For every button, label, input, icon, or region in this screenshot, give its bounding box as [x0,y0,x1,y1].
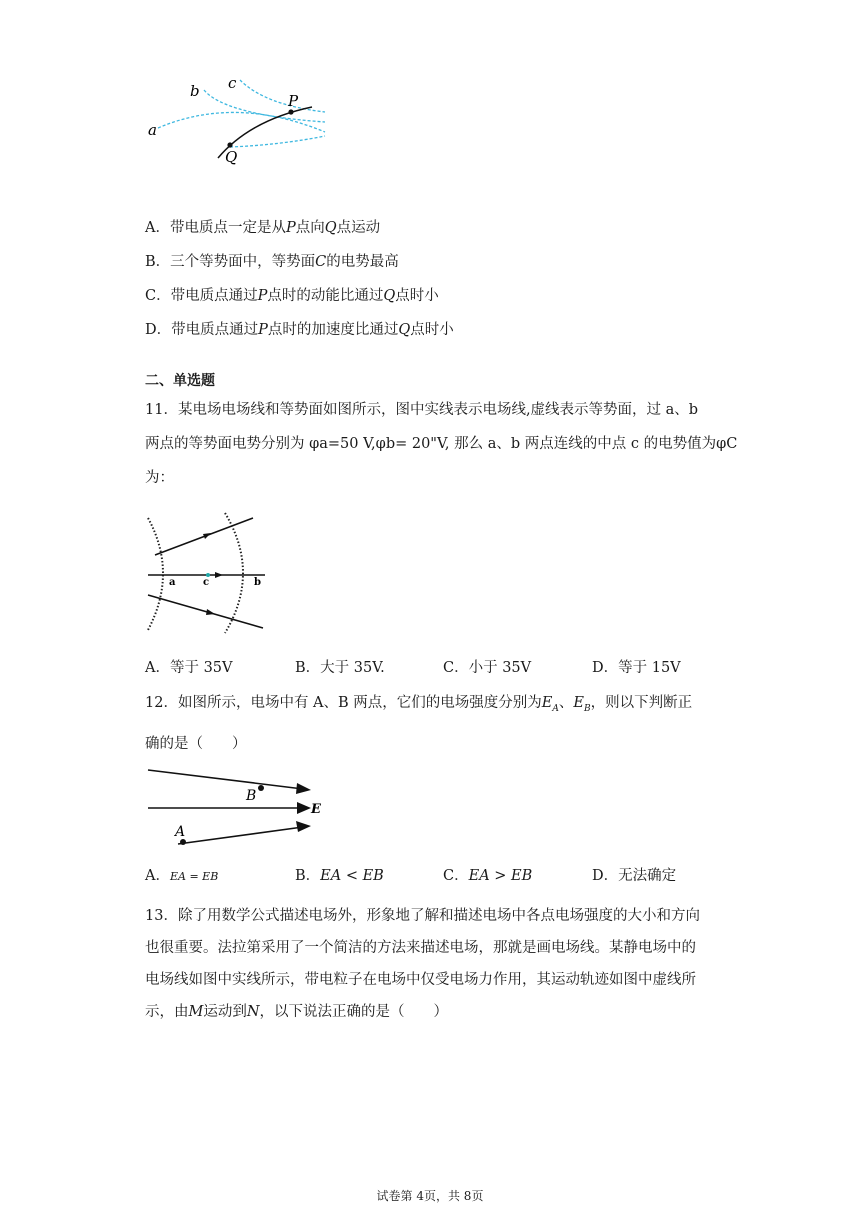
q12-option-a: A．EA = EB [145,868,219,884]
arrow-top [203,533,211,539]
figure-q10 [140,70,340,170]
q10-option-a: A．带电质点一定是从P点向Q点运动 [145,220,381,236]
label-a: a [148,121,157,139]
q13-line-2: 也很重要。法拉第采用了一个简洁的方法来描述电场，那就是画电场线。某静电场中的 [145,940,696,956]
arrow-top [296,783,311,794]
q13-line-1: 13．除了用数学公式描述电场外，形象地了解和描述电场中各点电场强度的大小和方向 [145,908,700,924]
equipotential-c [240,80,325,112]
q11-line-2: 两点的等势面电势分别为 φa=50 V,φb= 20"V, 那么 a、b 两点连线的中点 c 的电势值为φC [145,436,738,452]
q10-option-c: C．带电质点通过P点时的动能比通过Q点时小 [145,288,439,304]
figure-q11 [143,508,273,638]
label-a: A [175,824,186,840]
q12-option-d: D．无法确定 [592,868,677,884]
label-c: c [228,74,237,92]
page-footer: 试卷第 4页，共 8页 [376,1189,484,1203]
point-q [227,142,232,147]
q11-option-d: D．等于 15V [592,660,681,676]
arrow-bottom [206,609,215,615]
q10-option-b: B．三个等势面中，等势面C的电势最高 [145,254,399,270]
q13-line-4: 示，由M运动到N，以下说法正确的是（ ） [145,1004,449,1020]
q12-option-b: B．EA < EB [295,868,384,884]
label-b: b [190,82,200,100]
equipotential-a-lower [230,136,325,147]
q12-line-1: 12．如图所示，电场中有 A、B 两点，它们的电场强度分别为$E_A$、$E_B$，则以下判断正 [145,695,693,714]
equipotential-left [148,518,163,630]
point-p [288,109,293,114]
equipotential-right [225,513,243,633]
q12-option-c: C．EA > EB [443,868,533,884]
label-c: c [203,577,210,588]
arrow-middle [215,572,223,578]
field-line-bottom [178,827,303,844]
section-title: 二、单选题 [145,373,215,389]
q12-line-2: 确的是（ ） [145,736,247,752]
field-line-top [148,770,303,789]
label-b: B [246,788,257,804]
q11-option-a: A．等于 35V [145,660,233,676]
label-a: a [169,577,176,588]
field-line-bottom [148,595,263,628]
q11-option-c: C．小于 35V [443,660,532,676]
equipotential-b [204,90,325,122]
point-b [258,785,264,791]
label-q: Q [225,148,238,166]
q13-line-3: 电场线如图中实线所示，带电粒子在电场中仅受电场力作用，其运动轨迹如图中虚线所 [145,972,696,988]
q11-line-1: 11．某电场电场线和等势面如图所示，图中实线表示电场线,虚线表示等势面，过 a、b [145,402,699,418]
q11-option-b: B．大于 35V. [295,660,385,676]
label-p: P [288,92,299,110]
q10-option-d: D．带电质点通过P点时的加速度比通过Q点时小 [145,322,454,338]
arrow-bottom [296,821,311,832]
q11-line-3: 为： [145,470,174,486]
equipotential-a [158,112,325,132]
figure-q12 [143,762,333,852]
arrow-middle [297,802,311,814]
label-e: E [311,802,321,817]
label-b: b [254,577,261,588]
